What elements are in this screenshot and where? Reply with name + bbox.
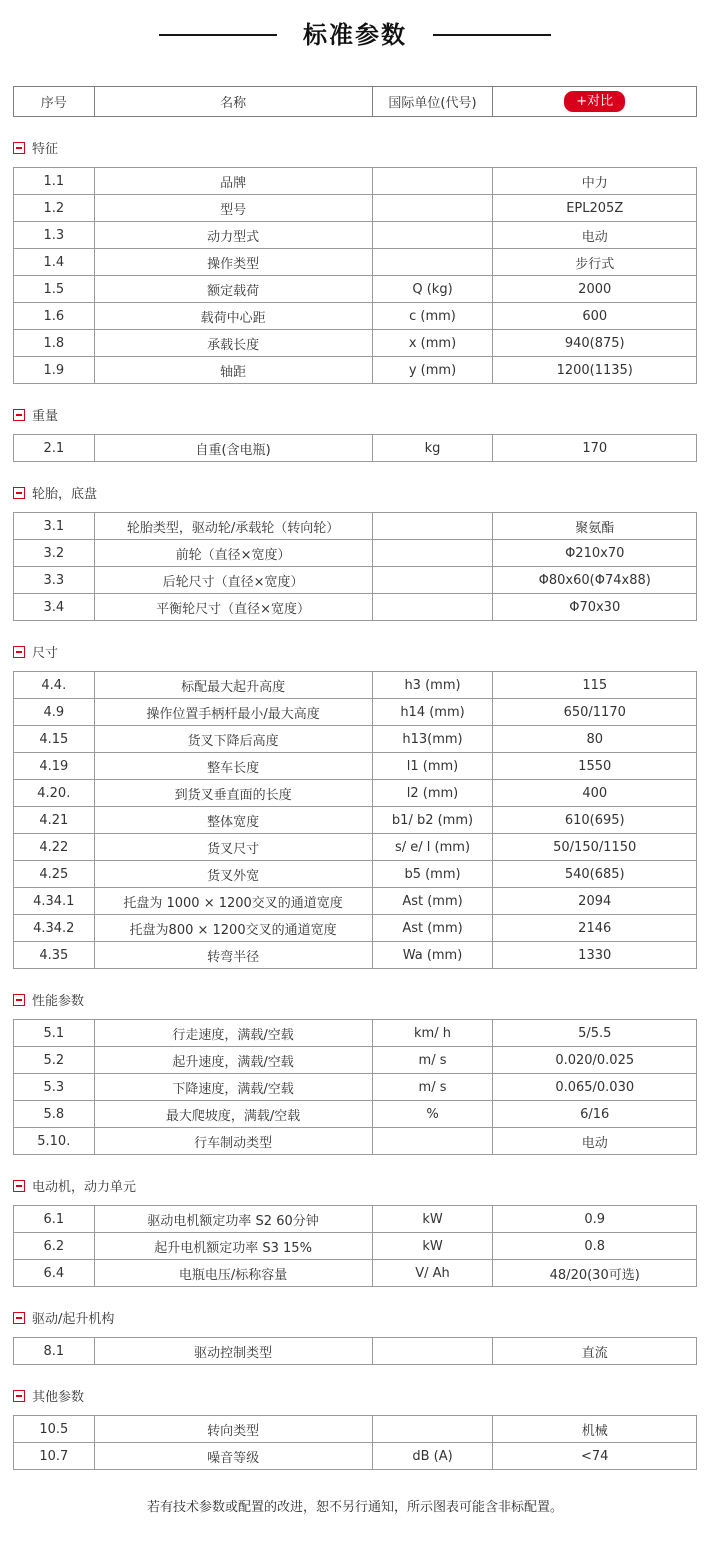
row-unit: Ast (mm) — [372, 888, 493, 915]
row-name: 动力型式 — [94, 222, 372, 249]
row-name: 托盘为800 × 1200交叉的通道宽度 — [94, 915, 372, 942]
row-unit: Ast (mm) — [372, 915, 493, 942]
row-index: 5.3 — [14, 1074, 95, 1101]
spec-table — [13, 512, 697, 621]
spec-table — [13, 671, 697, 969]
table-row — [14, 1260, 697, 1287]
table-row — [14, 1233, 697, 1260]
section-title: 轮胎，底盘 — [32, 487, 98, 502]
row-index: 3.1 — [14, 513, 95, 540]
table-row — [14, 726, 697, 753]
row-value: 0.020/0.025 — [493, 1047, 697, 1074]
page-title-block — [13, 14, 697, 56]
row-value: 2146 — [493, 915, 697, 942]
row-unit: h13(mm) — [372, 726, 493, 753]
row-index: 6.2 — [14, 1233, 95, 1260]
row-value: 610(695) — [493, 807, 697, 834]
table-row — [14, 753, 697, 780]
row-name: 额定载荷 — [94, 276, 372, 303]
row-index: 1.5 — [14, 276, 95, 303]
title-right-line — [433, 34, 551, 36]
row-value: 600 — [493, 303, 697, 330]
collapse-minus-icon[interactable] — [13, 142, 25, 154]
row-name: 转弯半径 — [94, 942, 372, 969]
collapse-minus-icon[interactable] — [13, 1312, 25, 1324]
row-index: 4.34.1 — [14, 888, 95, 915]
table-row — [14, 1416, 697, 1443]
table-row — [14, 303, 697, 330]
collapse-minus-icon[interactable] — [13, 646, 25, 658]
compare-button[interactable]: +对比 — [564, 91, 625, 113]
row-name: 载荷中心距 — [94, 303, 372, 330]
spec-table — [13, 167, 697, 384]
row-unit: Wa (mm) — [372, 942, 493, 969]
section-header[interactable] — [13, 138, 697, 157]
row-index: 1.1 — [14, 168, 95, 195]
row-unit — [372, 249, 493, 276]
section-header[interactable] — [13, 1308, 697, 1327]
row-name: 货叉外宽 — [94, 861, 372, 888]
section-header[interactable] — [13, 990, 697, 1009]
row-value: 80 — [493, 726, 697, 753]
row-name: 到货叉垂直面的长度 — [94, 780, 372, 807]
collapse-minus-icon[interactable] — [13, 409, 25, 421]
row-unit: kg — [372, 435, 493, 462]
row-index: 2.1 — [14, 435, 95, 462]
row-unit — [372, 540, 493, 567]
spec-section — [13, 1176, 697, 1287]
section-header[interactable] — [13, 483, 697, 502]
row-unit: dB (A) — [372, 1443, 493, 1470]
table-row — [14, 1020, 697, 1047]
table-row — [14, 1128, 697, 1155]
row-index: 10.5 — [14, 1416, 95, 1443]
table-row — [14, 330, 697, 357]
row-name: 最大爬坡度，满载/空载 — [94, 1101, 372, 1128]
col-header-unit: 国际单位(代号) — [372, 87, 493, 117]
row-index: 4.22 — [14, 834, 95, 861]
spec-table — [13, 434, 697, 462]
section-title: 性能参数 — [32, 994, 85, 1009]
row-index: 5.2 — [14, 1047, 95, 1074]
row-value: Φ70x30 — [493, 594, 697, 621]
collapse-minus-icon[interactable] — [13, 487, 25, 499]
table-row — [14, 195, 697, 222]
spec-section — [13, 990, 697, 1155]
row-name: 驱动控制类型 — [94, 1338, 372, 1365]
row-value: 940(875) — [493, 330, 697, 357]
row-unit: m/ s — [372, 1047, 493, 1074]
row-unit: Q (kg) — [372, 276, 493, 303]
col-header-compare-cell — [493, 87, 697, 117]
row-value: 直流 — [493, 1338, 697, 1365]
section-title: 重量 — [32, 409, 59, 424]
collapse-minus-icon[interactable] — [13, 994, 25, 1006]
section-header[interactable] — [13, 1176, 697, 1195]
row-name: 下降速度，满载/空载 — [94, 1074, 372, 1101]
spec-section — [13, 138, 697, 384]
row-value: 0.065/0.030 — [493, 1074, 697, 1101]
row-unit: % — [372, 1101, 493, 1128]
row-index: 4.15 — [14, 726, 95, 753]
row-unit — [372, 168, 493, 195]
header-row — [14, 87, 697, 117]
page-title: 标准参数 — [303, 21, 407, 49]
spec-header-table — [13, 86, 697, 117]
row-value: Φ80x60(Φ74x88) — [493, 567, 697, 594]
row-name: 后轮尺寸（直径×宽度） — [94, 567, 372, 594]
sections-container — [13, 138, 697, 1470]
row-value: 170 — [493, 435, 697, 462]
table-row — [14, 222, 697, 249]
collapse-minus-icon[interactable] — [13, 1390, 25, 1402]
row-name: 品牌 — [94, 168, 372, 195]
row-name: 平衡轮尺寸（直径×宽度） — [94, 594, 372, 621]
spec-page — [0, 14, 710, 1551]
row-value: 400 — [493, 780, 697, 807]
section-title: 驱动/起升机构 — [32, 1312, 115, 1327]
row-unit — [372, 567, 493, 594]
row-index: 8.1 — [14, 1338, 95, 1365]
row-unit: h14 (mm) — [372, 699, 493, 726]
row-index: 4.21 — [14, 807, 95, 834]
row-name: 操作类型 — [94, 249, 372, 276]
row-value: 1330 — [493, 942, 697, 969]
table-row — [14, 915, 697, 942]
row-index: 1.4 — [14, 249, 95, 276]
row-unit — [372, 222, 493, 249]
row-unit: m/ s — [372, 1074, 493, 1101]
table-row — [14, 1206, 697, 1233]
row-index: 4.35 — [14, 942, 95, 969]
row-unit: h3 (mm) — [372, 672, 493, 699]
row-value: 50/150/1150 — [493, 834, 697, 861]
table-row — [14, 1338, 697, 1365]
row-unit: kW — [372, 1233, 493, 1260]
row-value: Φ210x70 — [493, 540, 697, 567]
row-value: 5/5.5 — [493, 1020, 697, 1047]
spec-section — [13, 1386, 697, 1470]
row-value: 步行式 — [493, 249, 697, 276]
row-index: 1.3 — [14, 222, 95, 249]
table-row — [14, 168, 697, 195]
row-unit: b5 (mm) — [372, 861, 493, 888]
row-name: 承载长度 — [94, 330, 372, 357]
row-name: 整车长度 — [94, 753, 372, 780]
row-index: 1.6 — [14, 303, 95, 330]
row-unit: y (mm) — [372, 357, 493, 384]
row-unit: b1/ b2 (mm) — [372, 807, 493, 834]
row-unit: c (mm) — [372, 303, 493, 330]
table-row — [14, 861, 697, 888]
row-value: 115 — [493, 672, 697, 699]
section-title: 电动机，动力单元 — [32, 1180, 137, 1195]
table-row — [14, 888, 697, 915]
row-index: 1.2 — [14, 195, 95, 222]
table-row — [14, 435, 697, 462]
spec-section — [13, 1308, 697, 1365]
table-row — [14, 699, 697, 726]
row-index: 4.34.2 — [14, 915, 95, 942]
section-header[interactable] — [13, 1386, 697, 1405]
spec-table — [13, 1415, 697, 1470]
row-value: 2094 — [493, 888, 697, 915]
table-row — [14, 780, 697, 807]
row-name: 型号 — [94, 195, 372, 222]
col-header-index: 序号 — [14, 87, 95, 117]
table-row — [14, 276, 697, 303]
row-name: 电瓶电压/标称容量 — [94, 1260, 372, 1287]
spec-section — [13, 642, 697, 969]
row-index: 4.25 — [14, 861, 95, 888]
row-value: 6/16 — [493, 1101, 697, 1128]
row-name: 起升速度，满载/空载 — [94, 1047, 372, 1074]
row-name: 货叉下降后高度 — [94, 726, 372, 753]
row-index: 4.19 — [14, 753, 95, 780]
row-name: 轮胎类型，驱动轮/承载轮（转向轮） — [94, 513, 372, 540]
table-row — [14, 942, 697, 969]
row-name: 驱动电机额定功率 S2 60分钟 — [94, 1206, 372, 1233]
row-unit — [372, 1416, 493, 1443]
row-name: 行走速度，满载/空载 — [94, 1020, 372, 1047]
row-value: 电动 — [493, 222, 697, 249]
row-name: 起升电机额定功率 S3 15% — [94, 1233, 372, 1260]
row-name: 行车制动类型 — [94, 1128, 372, 1155]
table-row — [14, 249, 697, 276]
table-row — [14, 1074, 697, 1101]
table-row — [14, 1101, 697, 1128]
spec-table — [13, 1019, 697, 1155]
row-unit — [372, 594, 493, 621]
section-title: 其他参数 — [32, 1390, 85, 1405]
row-value: 电动 — [493, 1128, 697, 1155]
row-value: 机械 — [493, 1416, 697, 1443]
row-name: 标配最大起升高度 — [94, 672, 372, 699]
row-index: 1.9 — [14, 357, 95, 384]
table-row — [14, 807, 697, 834]
row-unit: km/ h — [372, 1020, 493, 1047]
row-value: 1200(1135) — [493, 357, 697, 384]
row-unit: s/ e/ l (mm) — [372, 834, 493, 861]
row-name: 转向类型 — [94, 1416, 372, 1443]
row-unit: l1 (mm) — [372, 753, 493, 780]
table-row — [14, 357, 697, 384]
table-row — [14, 540, 697, 567]
footer-note: 若有技术参数或配置的改进，恕不另行通知，所示图表可能含非标配置。 — [146, 1500, 563, 1515]
row-value: 48/20(30可选) — [493, 1260, 697, 1287]
row-name: 自重(含电瓶) — [94, 435, 372, 462]
section-title: 尺寸 — [32, 646, 59, 661]
row-unit — [372, 1338, 493, 1365]
table-row — [14, 567, 697, 594]
table-row — [14, 513, 697, 540]
row-name: 整体宽度 — [94, 807, 372, 834]
col-header-name: 名称 — [94, 87, 372, 117]
row-unit: kW — [372, 1206, 493, 1233]
row-value: <74 — [493, 1443, 697, 1470]
row-index: 5.10. — [14, 1128, 95, 1155]
row-value: 650/1170 — [493, 699, 697, 726]
row-value: 聚氨酯 — [493, 513, 697, 540]
row-index: 5.8 — [14, 1101, 95, 1128]
spec-section — [13, 405, 697, 462]
row-index: 4.9 — [14, 699, 95, 726]
row-unit: x (mm) — [372, 330, 493, 357]
table-row — [14, 1443, 697, 1470]
row-name: 操作位置手柄杆最小/最大高度 — [94, 699, 372, 726]
row-unit: V/ Ah — [372, 1260, 493, 1287]
row-value: 2000 — [493, 276, 697, 303]
row-index: 5.1 — [14, 1020, 95, 1047]
row-index: 4.20. — [14, 780, 95, 807]
row-index: 6.1 — [14, 1206, 95, 1233]
spec-table — [13, 1205, 697, 1287]
section-title: 特征 — [32, 142, 59, 157]
row-index: 6.4 — [14, 1260, 95, 1287]
title-left-line — [159, 34, 277, 36]
section-header[interactable] — [13, 405, 697, 424]
section-header[interactable] — [13, 642, 697, 661]
row-index: 4.4. — [14, 672, 95, 699]
row-value: 1550 — [493, 753, 697, 780]
table-row — [14, 672, 697, 699]
row-unit — [372, 513, 493, 540]
row-unit — [372, 1128, 493, 1155]
row-index: 1.8 — [14, 330, 95, 357]
row-index: 3.3 — [14, 567, 95, 594]
row-value: 0.8 — [493, 1233, 697, 1260]
row-unit: l2 (mm) — [372, 780, 493, 807]
row-value: 540(685) — [493, 861, 697, 888]
spec-section — [13, 483, 697, 621]
row-value: 中力 — [493, 168, 697, 195]
collapse-minus-icon[interactable] — [13, 1180, 25, 1192]
row-value: 0.9 — [493, 1206, 697, 1233]
row-name: 噪音等级 — [94, 1443, 372, 1470]
row-index: 3.4 — [14, 594, 95, 621]
row-name: 轴距 — [94, 357, 372, 384]
spec-table — [13, 1337, 697, 1365]
row-index: 10.7 — [14, 1443, 95, 1470]
table-row — [14, 834, 697, 861]
row-name: 前轮（直径×宽度） — [94, 540, 372, 567]
row-index: 3.2 — [14, 540, 95, 567]
row-name: 托盘为 1000 × 1200交叉的通道宽度 — [94, 888, 372, 915]
table-row — [14, 1047, 697, 1074]
row-value: EPL205Z — [493, 195, 697, 222]
table-row — [14, 594, 697, 621]
row-unit — [372, 195, 493, 222]
row-name: 货叉尺寸 — [94, 834, 372, 861]
